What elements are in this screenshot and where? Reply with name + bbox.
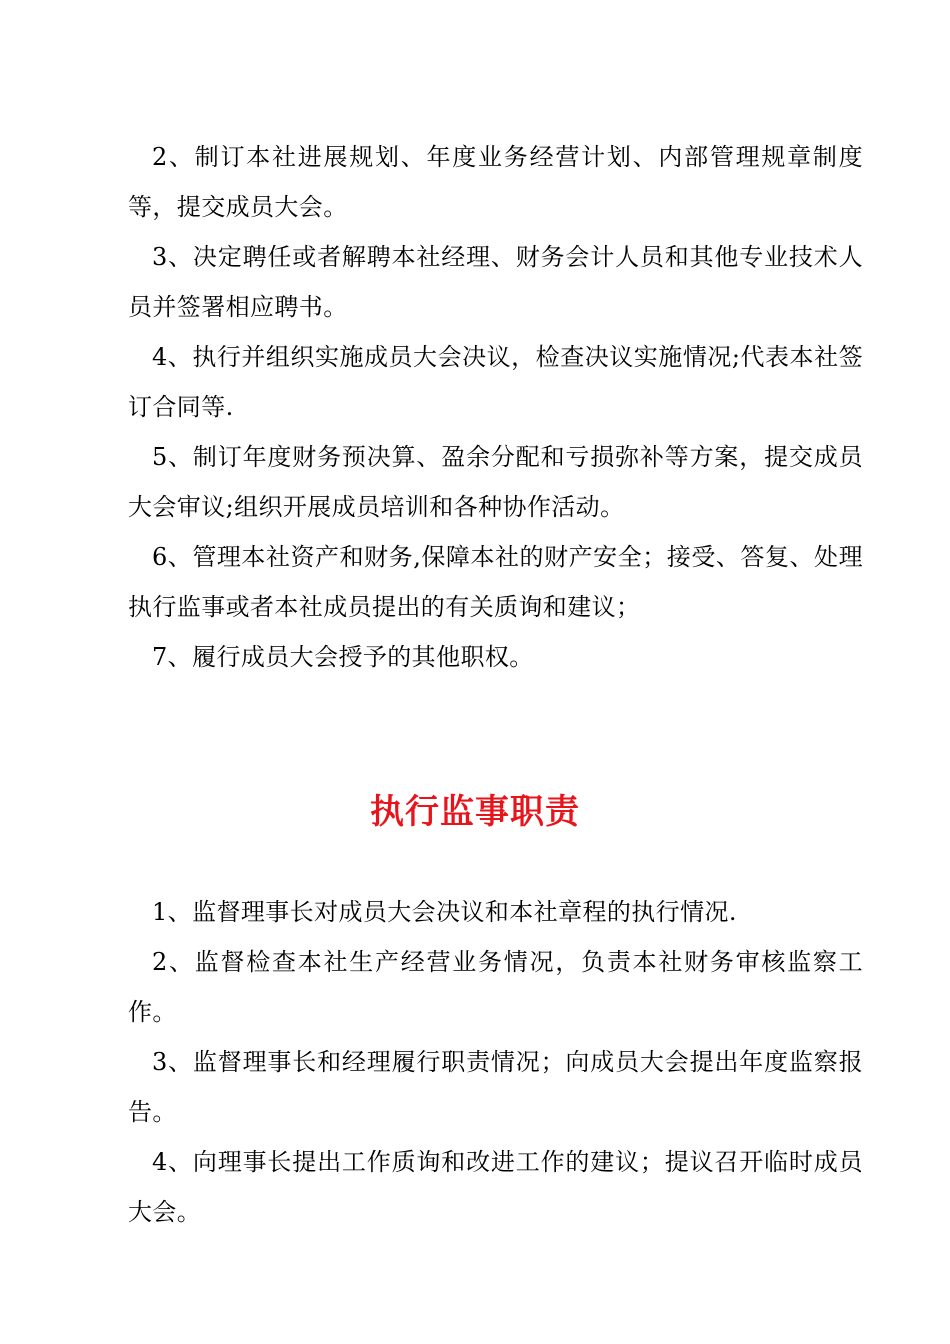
supervisor-item-4: 4、向理事长提出工作质询和改进工作的建议；提议召开临时成员大会。: [128, 1148, 863, 1226]
supervisor-item-1: 1、监督理事长对成员大会决议和本社章程的执行情况.: [152, 898, 737, 926]
duty-item-5: 5、制订年度财务预决算、盈余分配和亏损弥补等方案，提交成员大会审议;组织开展成员培训和各种协作活动。: [128, 443, 863, 521]
duty-item-4: 4、执行并组织实施成员大会决议，检查决议实施情况;代表本社签订合同等.: [128, 343, 863, 421]
supervisor-item-3: 3、监督理事长和经理履行职责情况；向成员大会提出年度监察报告。: [128, 1048, 863, 1126]
duty-item-7: 7、履行成员大会授予的其他职权。: [152, 643, 534, 671]
supervisor-item-2: 2、监督检查本社生产经营业务情况，负责本社财务审核监察工作。: [128, 948, 863, 1026]
duty-item-6: 6、管理本社资产和财务,保障本社的财产安全；接受、答复、处理执行监事或者本社成员提出的有关质询和建议；: [128, 543, 863, 621]
duty-item-2: 2、制订本社进展规划、年度业务经营计划、内部管理规章制度等，提交成员大会。: [128, 143, 863, 221]
duty-item-3: 3、决定聘任或者解聘本社经理、财务会计人员和其他专业技术人员并签署相应聘书。: [128, 243, 863, 321]
section-title: 执行监事职责: [370, 792, 580, 832]
